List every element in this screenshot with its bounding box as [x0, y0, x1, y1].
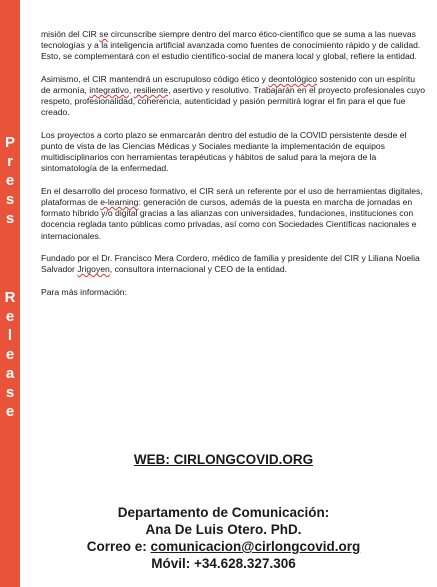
letter: P	[4, 134, 15, 151]
letter: e	[5, 172, 15, 189]
letter: s	[5, 384, 15, 401]
paragraph-2: Asimismo, el CIR mantendrá un escrupuloso código ético y deontológico sostenido con un espíritu de armonía, integrativo, resiliente, asertivo y resolutivo. Trabajarán en el proyecto profesionales cuyo respeto, profesionalidad, coherencia, autenticidad y pasión permitirá lograr el fin para el que fue creado.	[41, 73, 426, 118]
website-link[interactable]: WEB: CIRLONGCOVID.ORG	[133, 452, 314, 467]
email-line: Correo e: comunicacion@cirlongcovid.org	[86, 539, 361, 554]
release-word	[0, 288, 20, 421]
letter: s	[5, 191, 15, 208]
paragraph-1: misión del CIR se circunscribe siempre dentro del marco ético-científico que se suma a las nuevas tecnologías y a la inteligencia artificial avanzada como fuentes de conocimiento rápido y de calidad. Esto, se complementará con el estudio científico-social de manera local y global, refiere la entidad.	[41, 29, 421, 62]
body-text	[41, 29, 426, 309]
press-word	[0, 133, 20, 228]
contact-person: Ana De Luis Otero. PhD.	[145, 522, 302, 537]
contact-block	[0, 504, 437, 572]
letter: e	[5, 346, 15, 363]
paragraph-5: Fundado por el Dr. Francisco Mera Cordero, médico de familia y presidente del CIR y Liliana Noelia Salvador Jrigoyen, consultora internacional y CEO de la entidad.	[41, 253, 420, 275]
letter: a	[5, 365, 15, 382]
department: Departamento de Comunicación:	[117, 505, 330, 520]
letter: R	[4, 289, 16, 306]
paragraph-6: Para más información:	[41, 286, 127, 297]
paragraph-3: Los proyectos a corto plazo se enmarcarán dentro del estudio de la COVID persistente desde el punto de vista de las Ciencias Médicas y Sociales mediante la implementación de equipos multidisciplinarios con herramientas terapéuticas y hábitos de salud para la mejora de la sintomatología de la enfermedad.	[41, 129, 407, 174]
letter: e	[5, 308, 15, 325]
letter: r	[7, 153, 13, 170]
email-link[interactable]: comunicacion@cirlongcovid.org	[150, 539, 361, 554]
letter: e	[5, 403, 15, 420]
paragraph-4: En el desarrollo del proceso formativo, el CIR será un referente por el uso de herramientas digitales, plataformas de e-learning: generación de cursos, además de la puesta en marcha de jornadas en formato híbrido y/o digital gracias a las alianzas con universidades, fundaciones, instituciones con docencia reglada tanto públicas como privadas, así como con Sociedades Científicas nacionales e internacionales.	[41, 185, 423, 241]
phone: Móvil: +34.628.327.306	[151, 556, 296, 571]
letter: s	[5, 210, 15, 227]
letter: l	[7, 327, 13, 344]
